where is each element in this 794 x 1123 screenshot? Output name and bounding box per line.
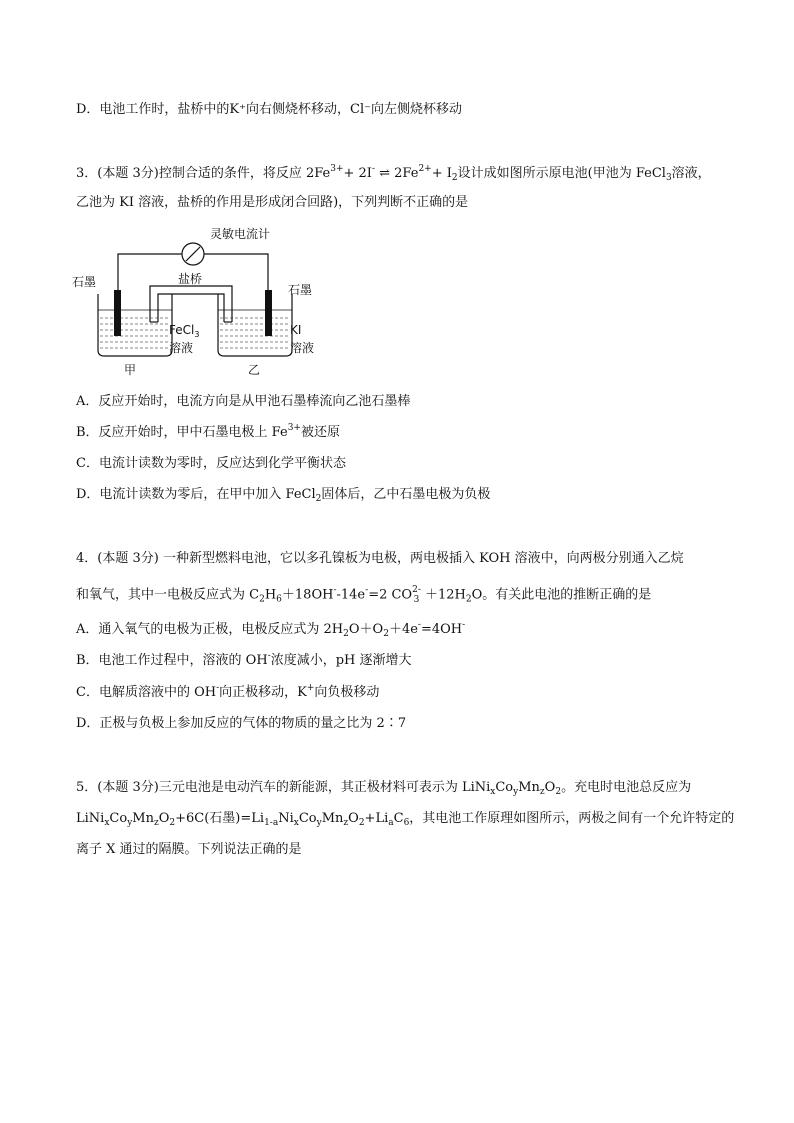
beaker-left [98, 294, 172, 356]
yi-label: 乙 [248, 363, 261, 377]
graphite-electrode-left [114, 290, 121, 336]
q4-stem-line1: 4．(本题 3分) 一种新型燃料电池，它以多孔镍板为电极，两电极插入 KOH 溶液中，向两极分别通入乙烷 [76, 551, 684, 566]
q4-option-c: C．电解质溶液中的 OH-向正极移动，K+向负极移动 [76, 683, 380, 700]
q4-option-a: A．通入氧气的电极为正极，电极反应式为 $2H_2O+O_2+4e^-=4OH^-$ [76, 620, 466, 639]
q3-stem-line2: 乙池为 KI 溶液，盐桥的作用是形成闭合回路)，下列判断不正确的是 [76, 195, 469, 210]
q3-option-a: A．反应开始时，电流方向是从甲池石墨棒流向乙池石墨棒 [76, 394, 411, 409]
q4-stem-line2: 和氧气，其中一电极反应式为 $C_2H_6+18OH^--14e^-=2$ CO 2- 3 $+12H_2O$。有关此电池的推断正确的是 [76, 585, 652, 605]
graphite-electrode-right [265, 290, 272, 336]
beaker-right [218, 294, 292, 356]
q3-option-b: B．反应开始时，甲中石墨电极上 $Fe^{3+}$被还原 [76, 423, 340, 440]
fecl3-label: FeCl$_3$ [169, 323, 200, 339]
ki-label: KI [290, 323, 302, 337]
graphite-right-label: 石墨 [288, 283, 313, 297]
q5-stem-line3: 离子 X 通过的隔膜。下列说法正确的是 [76, 842, 302, 857]
galvanic-cell-diagram [66, 222, 336, 382]
q3-option-d: D．电流计读数为零后，在甲中加入 FeCl$_2$固体后，乙中石墨电极为负极 [76, 487, 491, 504]
q4-option-d: D．正极与负极上参加反应的气体的物质的量之比为 2∶7 [76, 716, 407, 731]
co3-charge: 2- 3 [412, 585, 421, 605]
jia-label: 甲 [124, 363, 137, 377]
q3-option-c: C．电流计读数为零时，反应达到化学平衡状态 [76, 456, 346, 471]
solution-right-label: 溶液 [290, 341, 315, 355]
salt-bridge [150, 286, 232, 322]
salt-bridge-label: 盐桥 [178, 272, 203, 286]
galvanometer-label: 灵敏电流计 [210, 227, 271, 241]
graphite-left-label: 石墨 [72, 275, 97, 289]
solution-left-label: 溶液 [169, 341, 194, 355]
q5-stem-line2: $LiNi_xCo_yMn_zO_2+6C$(石墨)$=Li_{1-a}Ni_xCo_yMn_zO_2+Li_aC_6$，其电池工作原理如图所示，两极之间有一个允许特定的 [76, 811, 735, 828]
solution-left [100, 318, 170, 348]
option-d-q2: D．电池工作时，盐桥中的K⁺向右侧烧杯移动，Cl⁻向左侧烧杯移动 [76, 102, 462, 117]
q4-option-b: B．电池工作过程中，溶液的 OH-浓度减小，pH 逐渐增大 [76, 651, 412, 668]
q3-stem-line1: 3．(本题 3分)控制合适的条件，将反应 $2Fe^{3+}+ 2I^-$ ⇌ $2Fe^{2+}+ I_2$设计成如图所示原电池(甲池为 FeCl$_3$溶液， [76, 164, 711, 183]
q5-stem-line1: 5．(本题 3分)三元电池是电动汽车的新能源，其正极材料可表示为 $LiNi_xCo_yMn_zO_2$。充电时电池总反应为 [76, 780, 692, 797]
